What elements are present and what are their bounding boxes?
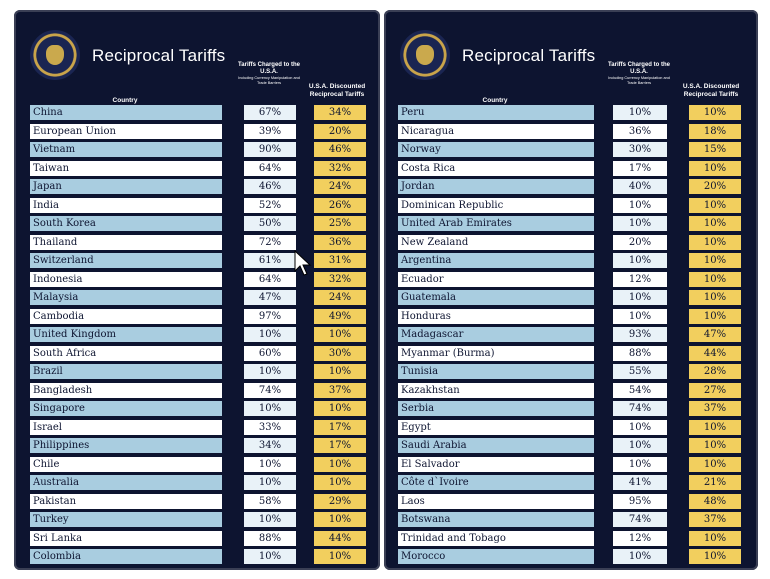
country-cell: Switzerland: [30, 253, 222, 268]
discounted-tariff-cell: 49%: [314, 309, 366, 324]
charged-tariff-cell: 93%: [613, 327, 667, 342]
table-row: [384, 253, 758, 268]
discounted-tariff-cell: 10%: [689, 438, 741, 453]
charged-tariff-cell: 20%: [613, 235, 667, 250]
discounted-tariff-cell: 44%: [314, 531, 366, 546]
country-cell: Brazil: [30, 364, 222, 379]
table-row: [384, 475, 758, 490]
discounted-tariff-cell: 30%: [314, 346, 366, 361]
country-cell: United Arab Emirates: [398, 216, 594, 231]
table-row: [384, 420, 758, 435]
discounted-tariff-cell: 18%: [689, 124, 741, 139]
column-header-charged-label: Tariffs Charged to the U.S.A.: [238, 62, 300, 75]
country-cell: China: [30, 105, 222, 120]
table-row: [384, 401, 758, 416]
column-header-charged: [238, 62, 300, 85]
table-row: [384, 235, 758, 250]
table-row: [14, 198, 380, 213]
country-cell: Honduras: [398, 309, 594, 324]
table-row: [14, 124, 380, 139]
table-row: [384, 549, 758, 564]
table-row: [14, 512, 380, 527]
country-cell: Botswana: [398, 512, 594, 527]
discounted-tariff-cell: 25%: [314, 216, 366, 231]
table-row: [14, 549, 380, 564]
charged-tariff-cell: 72%: [244, 235, 296, 250]
page-title: Reciprocal Tariffs: [92, 46, 226, 65]
table-row: [384, 494, 758, 509]
discounted-tariff-cell: 10%: [314, 475, 366, 490]
discounted-tariff-cell: 10%: [689, 549, 741, 564]
charged-tariff-cell: 30%: [613, 142, 667, 157]
country-cell: Taiwan: [30, 161, 222, 176]
table-row: [384, 346, 758, 361]
discounted-tariff-cell: 17%: [314, 420, 366, 435]
charged-tariff-cell: 10%: [244, 457, 296, 472]
column-header-country: Country: [112, 97, 138, 104]
country-cell: Colombia: [30, 549, 222, 564]
discounted-tariff-cell: 27%: [689, 383, 741, 398]
discounted-tariff-cell: 24%: [314, 179, 366, 194]
charged-tariff-cell: 10%: [244, 475, 296, 490]
eagle-icon: [46, 45, 64, 65]
country-cell: Sri Lanka: [30, 531, 222, 546]
table-row: [14, 161, 380, 176]
discounted-tariff-cell: 32%: [314, 161, 366, 176]
discounted-tariff-cell: 24%: [314, 290, 366, 305]
country-cell: Vietnam: [30, 142, 222, 157]
discounted-tariff-cell: 36%: [314, 235, 366, 250]
table-row: [384, 457, 758, 472]
discounted-tariff-cell: 32%: [314, 272, 366, 287]
country-cell: Serbia: [398, 401, 594, 416]
charged-tariff-cell: 10%: [244, 364, 296, 379]
discounted-tariff-cell: 20%: [689, 179, 741, 194]
table-row: [384, 198, 758, 213]
charged-tariff-cell: 12%: [613, 531, 667, 546]
country-cell: Norway: [398, 142, 594, 157]
discounted-tariff-cell: 44%: [689, 346, 741, 361]
discounted-tariff-cell: 10%: [689, 235, 741, 250]
discounted-tariff-cell: 47%: [689, 327, 741, 342]
charged-tariff-cell: 74%: [613, 401, 667, 416]
discounted-tariff-cell: 10%: [689, 253, 741, 268]
table-row: [384, 216, 758, 231]
discounted-tariff-cell: 10%: [689, 161, 741, 176]
table-row: [384, 327, 758, 342]
country-cell: Bangladesh: [30, 383, 222, 398]
charged-tariff-cell: 10%: [613, 438, 667, 453]
country-cell: Chile: [30, 457, 222, 472]
discounted-tariff-cell: 20%: [314, 124, 366, 139]
table-row: [384, 290, 758, 305]
tariff-panel-left: [14, 10, 380, 570]
country-cell: Australia: [30, 475, 222, 490]
discounted-tariff-cell: 48%: [689, 494, 741, 509]
charged-tariff-cell: 60%: [244, 346, 296, 361]
charged-tariff-cell: 88%: [244, 531, 296, 546]
discounted-tariff-cell: 37%: [689, 512, 741, 527]
table-row: [14, 420, 380, 435]
charged-tariff-cell: 64%: [244, 272, 296, 287]
table-row: [384, 272, 758, 287]
charged-tariff-cell: 34%: [244, 438, 296, 453]
charged-tariff-cell: 10%: [244, 549, 296, 564]
country-cell: Costa Rica: [398, 161, 594, 176]
table-row: [14, 105, 380, 120]
table-row: [14, 309, 380, 324]
table-row: [14, 383, 380, 398]
discounted-tariff-cell: 10%: [314, 327, 366, 342]
charged-tariff-cell: 41%: [613, 475, 667, 490]
charged-tariff-cell: 55%: [613, 364, 667, 379]
column-header-discounted: U.S.A. Discounted Reciprocal Tariffs: [682, 83, 740, 98]
country-cell: Kazakhstan: [398, 383, 594, 398]
eagle-icon: [416, 45, 434, 65]
discounted-tariff-cell: 28%: [689, 364, 741, 379]
presidential-seal-icon: [30, 30, 80, 80]
table-row: [14, 438, 380, 453]
table-row: [384, 124, 758, 139]
table-row: [384, 179, 758, 194]
country-cell: Morocco: [398, 549, 594, 564]
country-cell: Tunisia: [398, 364, 594, 379]
table-row: [14, 475, 380, 490]
country-cell: Malaysia: [30, 290, 222, 305]
country-cell: Trinidad and Tobago: [398, 531, 594, 546]
country-cell: Singapore: [30, 401, 222, 416]
discounted-tariff-cell: 10%: [689, 531, 741, 546]
column-header-charged: [608, 62, 670, 85]
country-cell: Saudi Arabia: [398, 438, 594, 453]
charged-tariff-cell: 10%: [613, 105, 667, 120]
charged-tariff-cell: 64%: [244, 161, 296, 176]
country-cell: El Salvador: [398, 457, 594, 472]
table-row: [384, 142, 758, 157]
table-row: [384, 161, 758, 176]
discounted-tariff-cell: 46%: [314, 142, 366, 157]
charged-tariff-cell: 10%: [613, 198, 667, 213]
charged-tariff-cell: 61%: [244, 253, 296, 268]
country-cell: Peru: [398, 105, 594, 120]
tariff-panel-right: [384, 10, 758, 570]
discounted-tariff-cell: 31%: [314, 253, 366, 268]
country-cell: South Africa: [30, 346, 222, 361]
discounted-tariff-cell: 15%: [689, 142, 741, 157]
column-header-discounted: U.S.A. Discounted Reciprocal Tariffs: [308, 83, 366, 98]
discounted-tariff-cell: 10%: [689, 198, 741, 213]
discounted-tariff-cell: 10%: [314, 364, 366, 379]
table-row: [14, 272, 380, 287]
page-title: Reciprocal Tariffs: [462, 46, 596, 65]
charged-tariff-cell: 40%: [613, 179, 667, 194]
discounted-tariff-cell: 10%: [689, 309, 741, 324]
presidential-seal-icon: [400, 30, 450, 80]
country-cell: Côte d`Ivoire: [398, 475, 594, 490]
charged-tariff-cell: 10%: [613, 216, 667, 231]
table-row: [384, 438, 758, 453]
charged-tariff-cell: 95%: [613, 494, 667, 509]
table-row: [384, 364, 758, 379]
charged-tariff-cell: 67%: [244, 105, 296, 120]
charged-tariff-cell: 88%: [613, 346, 667, 361]
table-row: [14, 364, 380, 379]
country-cell: Myanmar (Burma): [398, 346, 594, 361]
country-cell: Jordan: [398, 179, 594, 194]
discounted-tariff-cell: 21%: [689, 475, 741, 490]
column-header-charged-label: Tariffs Charged to the U.S.A.: [608, 62, 670, 75]
country-cell: Philippines: [30, 438, 222, 453]
discounted-tariff-cell: 37%: [689, 401, 741, 416]
charged-tariff-cell: 10%: [613, 420, 667, 435]
country-cell: Argentina: [398, 253, 594, 268]
discounted-tariff-cell: 26%: [314, 198, 366, 213]
country-cell: Nicaragua: [398, 124, 594, 139]
table-row: [14, 401, 380, 416]
charged-tariff-cell: 46%: [244, 179, 296, 194]
discounted-tariff-cell: 17%: [314, 438, 366, 453]
discounted-tariff-cell: 10%: [314, 401, 366, 416]
table-row: [14, 457, 380, 472]
country-cell: Turkey: [30, 512, 222, 527]
discounted-tariff-cell: 29%: [314, 494, 366, 509]
discounted-tariff-cell: 10%: [314, 457, 366, 472]
charged-tariff-cell: 90%: [244, 142, 296, 157]
country-cell: Cambodia: [30, 309, 222, 324]
country-cell: Israel: [30, 420, 222, 435]
charged-tariff-cell: 10%: [613, 290, 667, 305]
charged-tariff-cell: 58%: [244, 494, 296, 509]
table-row: [14, 531, 380, 546]
charged-tariff-cell: 12%: [613, 272, 667, 287]
country-cell: India: [30, 198, 222, 213]
table-row: [14, 179, 380, 194]
charged-tariff-cell: 10%: [613, 549, 667, 564]
table-row: [384, 512, 758, 527]
charged-tariff-cell: 10%: [613, 457, 667, 472]
country-cell: Guatemala: [398, 290, 594, 305]
country-cell: European Union: [30, 124, 222, 139]
charged-tariff-cell: 10%: [613, 253, 667, 268]
table-row: [384, 309, 758, 324]
discounted-tariff-cell: 10%: [314, 512, 366, 527]
table-row: [14, 253, 380, 268]
country-cell: Thailand: [30, 235, 222, 250]
mouse-cursor-icon: [294, 250, 312, 276]
country-cell: Pakistan: [30, 494, 222, 509]
table-row: [384, 105, 758, 120]
country-cell: United Kingdom: [30, 327, 222, 342]
table-row: [14, 235, 380, 250]
discounted-tariff-cell: 10%: [314, 549, 366, 564]
discounted-tariff-cell: 34%: [314, 105, 366, 120]
discounted-tariff-cell: 10%: [689, 272, 741, 287]
country-cell: Japan: [30, 179, 222, 194]
column-header-charged-sub: Including Currency Manipulation and Trade Barriers: [608, 76, 670, 85]
charged-tariff-cell: 97%: [244, 309, 296, 324]
country-cell: Laos: [398, 494, 594, 509]
table-row: [14, 327, 380, 342]
discounted-tariff-cell: 37%: [314, 383, 366, 398]
column-header-country: Country: [482, 97, 508, 104]
charged-tariff-cell: 47%: [244, 290, 296, 305]
charged-tariff-cell: 50%: [244, 216, 296, 231]
column-header-charged-sub: Including Currency Manipulation and Trade Barriers: [238, 76, 300, 85]
charged-tariff-cell: 39%: [244, 124, 296, 139]
country-cell: Dominican Republic: [398, 198, 594, 213]
charged-tariff-cell: 10%: [244, 327, 296, 342]
country-cell: Egypt: [398, 420, 594, 435]
charged-tariff-cell: 36%: [613, 124, 667, 139]
discounted-tariff-cell: 10%: [689, 457, 741, 472]
country-cell: New Zealand: [398, 235, 594, 250]
discounted-tariff-cell: 10%: [689, 216, 741, 231]
country-cell: Indonesia: [30, 272, 222, 287]
country-cell: Madagascar: [398, 327, 594, 342]
table-row: [14, 142, 380, 157]
charged-tariff-cell: 17%: [613, 161, 667, 176]
charged-tariff-cell: 74%: [613, 512, 667, 527]
charged-tariff-cell: 33%: [244, 420, 296, 435]
discounted-tariff-cell: 10%: [689, 290, 741, 305]
charged-tariff-cell: 74%: [244, 383, 296, 398]
table-row: [14, 290, 380, 305]
charged-tariff-cell: 10%: [244, 512, 296, 527]
country-cell: Ecuador: [398, 272, 594, 287]
charged-tariff-cell: 10%: [244, 401, 296, 416]
discounted-tariff-cell: 10%: [689, 420, 741, 435]
charged-tariff-cell: 52%: [244, 198, 296, 213]
charged-tariff-cell: 54%: [613, 383, 667, 398]
country-cell: South Korea: [30, 216, 222, 231]
table-row: [14, 346, 380, 361]
discounted-tariff-cell: 10%: [689, 105, 741, 120]
charged-tariff-cell: 10%: [613, 309, 667, 324]
table-row: [14, 216, 380, 231]
table-row: [384, 383, 758, 398]
table-row: [384, 531, 758, 546]
table-row: [14, 494, 380, 509]
